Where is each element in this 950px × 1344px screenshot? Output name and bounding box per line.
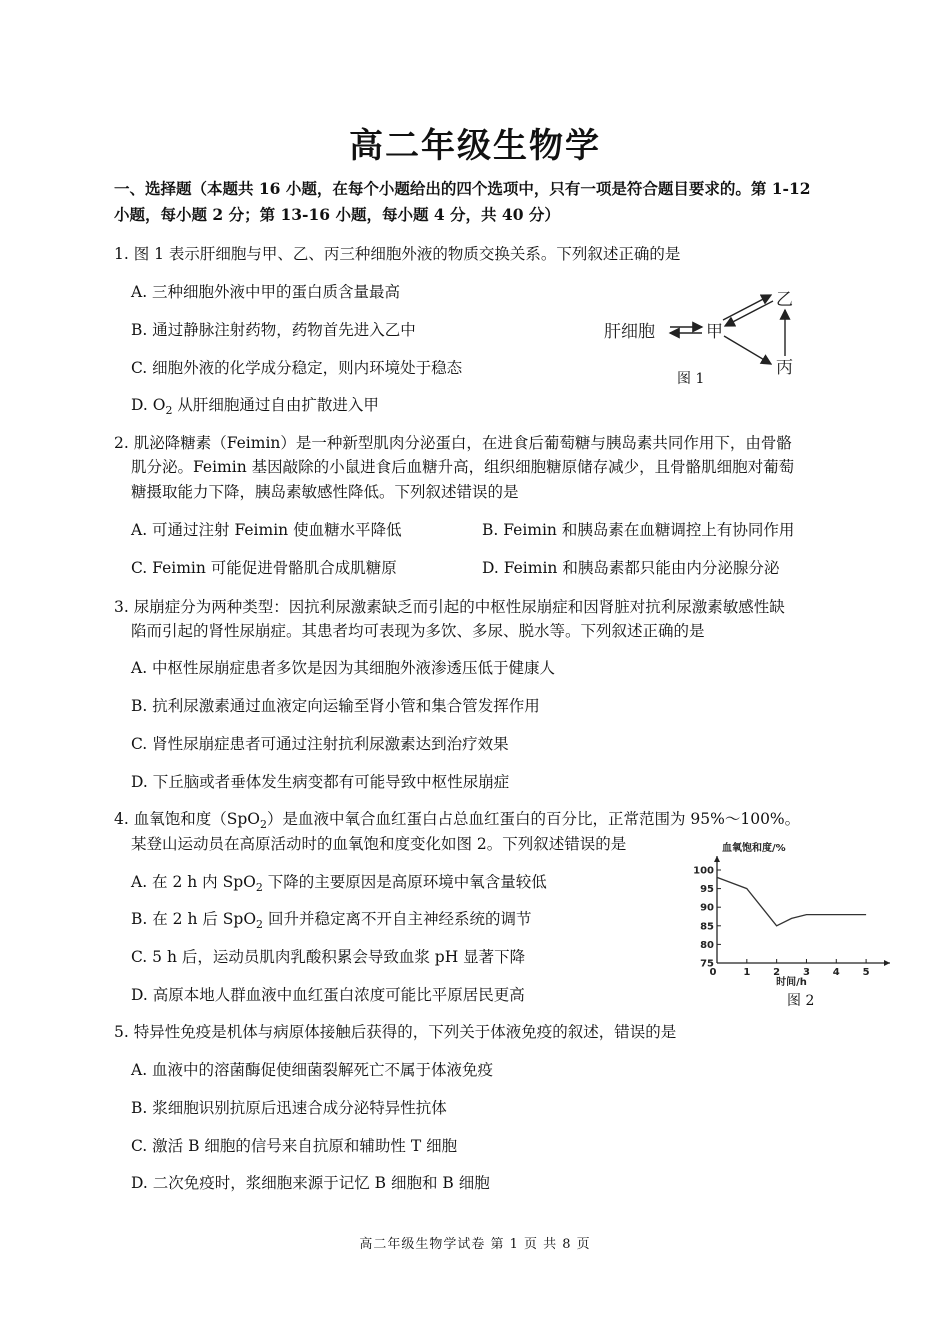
q1-stem: 1. 图 1 表示肝细胞与甲、乙、丙三种细胞外液的物质交换关系。下列叙述正确的是 [114,245,681,263]
section-heading-line1: 一、选择题（本题共 16 小题，在每个小题给出的四个选项中，只有一项是符合题目要求的。第 1-12 [114,179,811,198]
fig1-liver-label: 肝细胞 [604,322,655,342]
x-tick-label: 0 [709,967,717,978]
q1-option-c: C. 细胞外液的化学成分稳定，则内环境处于稳态 [131,359,463,377]
fig1-yi-label: 乙 [776,290,793,310]
q3-option-d: D. 下丘脑或者垂体发生病变都有可能导致中枢性尿崩症 [131,773,510,791]
fig1-bing-label: 丙 [776,358,793,378]
q4-option-b: B. 在 2 h 后 SpO$_2$ 回升并稳定离不开自主神经系统的调节 [131,910,532,932]
fig1-arrow-jia-to-yi [723,295,771,320]
q2-option-a: A. 可通过注射 Feimin 使血糖水平降低 [131,521,402,539]
q3-option-a: A. 中枢性尿崩症患者多饮是因为其细胞外液渗透压低于健康人 [131,659,556,677]
x-tick-label: 2 [773,967,781,978]
y-tick-label: 85 [700,921,714,933]
x-tick-label: 1 [743,967,751,978]
x-tick-label: 5 [862,967,870,978]
q4-stem-line1: 4. 血氧饱和度（SpO$_2$）是血液中氧合血红蛋白占总血红蛋白的百分比，正常范围为 95%～100%。 [114,810,801,832]
q2-stem-line1: 2. 肌泌降糖素（Feimin）是一种新型肌肉分泌蛋白，在进食后葡萄糖与胰岛素共同作用下，由骨骼 [114,434,792,452]
q2-option-d: D. Feimin 和胰岛素都只能由内分泌腺分泌 [482,559,780,577]
q1-option-a: A. 三种细胞外液中甲的蛋白质含量最高 [131,283,401,301]
q2-option-b: B. Feimin 和胰岛素在血糖调控上有协同作用 [482,521,795,539]
q4-option-d: D. 高原本地人群血液中血红蛋白浓度可能比平原居民更高 [131,986,525,1004]
q1-option-b: B. 通过静脉注射药物，药物首先进入乙中 [131,321,416,339]
figure-2-chart [690,838,900,988]
q5-option-d: D. 二次免疫时，浆细胞来源于记忆 B 细胞和 B 细胞 [131,1174,490,1192]
q5-option-c: C. 激活 B 细胞的信号来自抗原和辅助性 T 细胞 [131,1137,458,1155]
y-tick-label: 95 [700,884,714,896]
q4-stem-line2: 某登山运动员在高原活动时的血氧饱和度变化如图 2。下列叙述错误的是 [131,835,627,853]
fig1-jia-label: 甲 [706,322,723,342]
y-tick-label: 75 [700,958,714,970]
figure-1-caption: 图 1 [677,371,705,387]
q5-stem: 5. 特异性免疫是机体与病原体接触后获得的，下列关于体液免疫的叙述，错误的是 [114,1023,677,1041]
section-heading-line2: 小题，每小题 2 分；第 13-16 小题，每小题 4 分，共 40 分） [114,205,560,224]
q2-stem-line2: 肌分泌。Feimin 基因敲除的小鼠进食后血糖升高，组织细胞糖原储存减少，且骨骼肌细胞对葡萄 [131,458,795,476]
q3-stem-line2: 陷而引起的肾性尿崩症。其患者均可表现为多饮、多尿、脱水等。下列叙述正确的是 [131,622,705,640]
y-tick-label: 90 [700,902,714,914]
q3-stem-line1: 3. 尿崩症分为两种类型：因抗利尿激素缺乏而引起的中枢性尿崩症和因肾脏对抗利尿激素敏感性缺 [114,598,785,616]
x-axis-label: 时间/h [776,977,807,988]
x-axis-arrow [884,960,890,966]
figure-2-caption: 图 2 [787,993,815,1009]
x-tick-label: 4 [832,967,840,978]
y-axis-arrow [714,856,720,862]
q2-stem-line3: 糖摄取能力下降，胰岛素敏感性降低。下列叙述错误的是 [131,483,519,501]
q4-option-c: C. 5 h 后，运动员肌肉乳酸积累会导致血浆 pH 显著下降 [131,948,526,966]
q5-option-a: A. 血液中的溶菌酶促使细菌裂解死亡不属于体液免疫 [131,1061,494,1079]
page-footer: 高二年级生物学试卷 第 1 页 共 8 页 [359,1237,591,1252]
y-axis-label: 血氧饱和度/% [722,843,786,854]
q1-option-d: D. $O_2$ 从肝细胞通过自由扩散进入甲 [131,396,379,418]
q4-option-a: A. 在 2 h 内 SpO$_2$ 下降的主要原因是高原环境中氧含量较低 [131,873,547,895]
y-tick-label: 100 [693,865,714,877]
fig1-arrow-jia-to-bing [724,336,771,364]
q3-option-c: C. 肾性尿崩症患者可通过注射抗利尿激素达到治疗效果 [131,735,509,753]
q5-option-b: B. 浆细胞识别抗原后迅速合成分泌特异性抗体 [131,1099,447,1117]
figure-1-diagram [596,280,816,390]
page-title: 高二年级生物学 [349,126,601,166]
fig1-arrow-yi-to-jia [725,301,773,326]
q2-option-c: C. Feimin 可能促进骨骼肌合成肌糖原 [131,559,397,577]
x-tick-label: 3 [802,967,810,978]
y-tick-label: 80 [700,939,714,951]
spo2-series-line [717,877,866,925]
q3-option-b: B. 抗利尿激素通过血液定向运输至肾小管和集合管发挥作用 [131,697,540,715]
